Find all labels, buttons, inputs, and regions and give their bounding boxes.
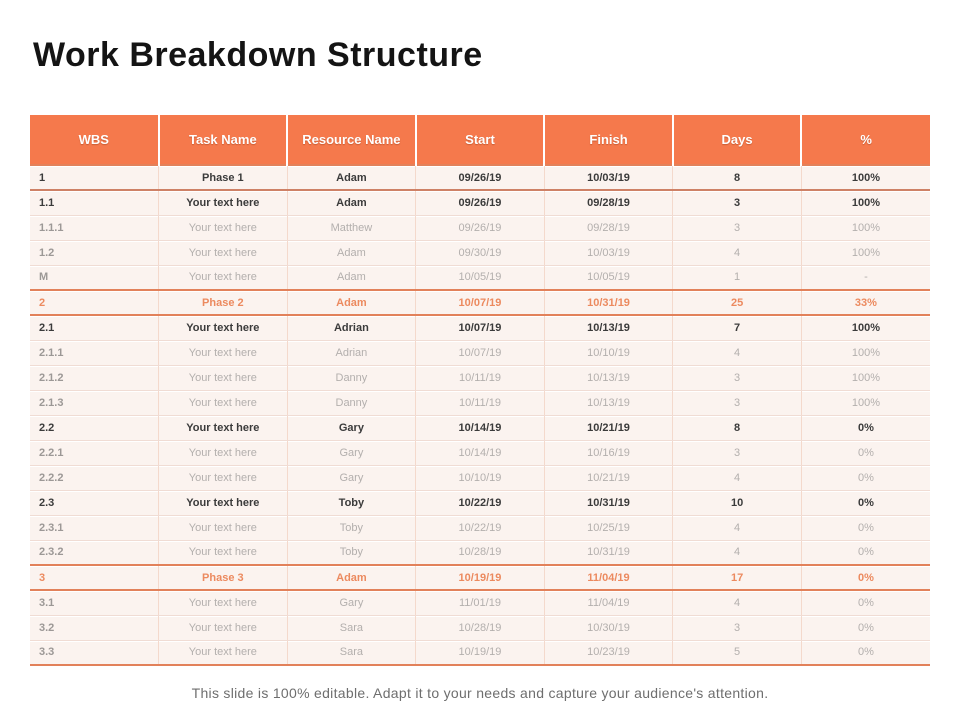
table-cell: 10/22/19 xyxy=(416,515,545,540)
table-cell: 2.2.2 xyxy=(30,465,159,490)
table-cell: 10 xyxy=(673,490,802,515)
table-cell: 3 xyxy=(673,440,802,465)
table-header-row xyxy=(30,115,930,165)
table-row xyxy=(30,440,930,465)
table-row xyxy=(30,290,930,315)
table-cell: Your text here xyxy=(159,415,288,440)
table-cell: Your text here xyxy=(159,540,288,565)
table-cell: 10/10/19 xyxy=(416,465,545,490)
table-cell: 0% xyxy=(801,590,930,615)
table-cell: 4 xyxy=(673,515,802,540)
table-cell: Adam xyxy=(287,165,416,190)
table-cell: 09/30/19 xyxy=(416,240,545,265)
table-cell: Your text here xyxy=(159,390,288,415)
table-cell: 0% xyxy=(801,465,930,490)
table-row xyxy=(30,190,930,215)
table-cell: 7 xyxy=(673,315,802,340)
table-cell: 10/23/19 xyxy=(544,640,673,665)
table-cell: Phase 3 xyxy=(159,565,288,590)
table-cell: 2.3.1 xyxy=(30,515,159,540)
table-cell: 10/19/19 xyxy=(416,640,545,665)
table-cell: 10/11/19 xyxy=(416,365,545,390)
table-cell: 100% xyxy=(801,215,930,240)
table-cell: 1.2 xyxy=(30,240,159,265)
table-cell: 2.3 xyxy=(30,490,159,515)
table-cell: 2.1.1 xyxy=(30,340,159,365)
column-header: Task Name xyxy=(159,115,288,165)
table-cell: 09/26/19 xyxy=(416,190,545,215)
table-cell: 3 xyxy=(673,390,802,415)
table-cell: 10/22/19 xyxy=(416,490,545,515)
table-cell: Sara xyxy=(287,640,416,665)
table-cell: 1 xyxy=(673,265,802,290)
table-cell: 0% xyxy=(801,640,930,665)
table-cell: 4 xyxy=(673,540,802,565)
table-cell: 2.3.2 xyxy=(30,540,159,565)
table-cell: 2.1 xyxy=(30,315,159,340)
table-cell: Your text here xyxy=(159,490,288,515)
table-cell: 33% xyxy=(801,290,930,315)
column-header: WBS xyxy=(30,115,159,165)
table-cell: 4 xyxy=(673,590,802,615)
table-cell: 10/21/19 xyxy=(544,465,673,490)
table-cell: Adam xyxy=(287,240,416,265)
table-cell: 100% xyxy=(801,190,930,215)
table-cell: Your text here xyxy=(159,615,288,640)
table-cell: Adrian xyxy=(287,340,416,365)
table-cell: 0% xyxy=(801,565,930,590)
table-cell: Adrian xyxy=(287,315,416,340)
table-row xyxy=(30,540,930,565)
table-cell: 0% xyxy=(801,540,930,565)
table-cell: 10/03/19 xyxy=(544,165,673,190)
table-cell: 10/31/19 xyxy=(544,290,673,315)
table-cell: 2.1.2 xyxy=(30,365,159,390)
table-cell: 10/19/19 xyxy=(416,565,545,590)
table-cell: 0% xyxy=(801,415,930,440)
table-cell: 10/28/19 xyxy=(416,615,545,640)
table-cell: Gary xyxy=(287,415,416,440)
table-cell: 100% xyxy=(801,240,930,265)
table-cell: 09/26/19 xyxy=(416,215,545,240)
table-row xyxy=(30,340,930,365)
table-cell: Your text here xyxy=(159,265,288,290)
table-cell: Your text here xyxy=(159,465,288,490)
table-cell: 10/31/19 xyxy=(544,490,673,515)
table-cell: 2.1.3 xyxy=(30,390,159,415)
table-cell: 100% xyxy=(801,165,930,190)
table-cell: Sara xyxy=(287,615,416,640)
table-cell: 3 xyxy=(673,615,802,640)
table-cell: 1 xyxy=(30,165,159,190)
table-cell: 4 xyxy=(673,240,802,265)
table-cell: Your text here xyxy=(159,590,288,615)
table-row xyxy=(30,640,930,665)
table-cell: 2.2.1 xyxy=(30,440,159,465)
table-cell: 11/04/19 xyxy=(544,590,673,615)
table-cell: 25 xyxy=(673,290,802,315)
table-cell: 100% xyxy=(801,390,930,415)
table-row xyxy=(30,315,930,340)
table-row xyxy=(30,515,930,540)
table-cell: 0% xyxy=(801,515,930,540)
column-header: Start xyxy=(416,115,545,165)
column-header: Days xyxy=(673,115,802,165)
footer-note: This slide is 100% editable. Adapt it to your needs and capture your audience's attention. xyxy=(191,685,769,701)
table-cell: Your text here xyxy=(159,190,288,215)
column-header: Resource Name xyxy=(287,115,416,165)
table-row xyxy=(30,365,930,390)
table-cell: 10/14/19 xyxy=(416,415,545,440)
table-cell: M xyxy=(30,265,159,290)
table-cell: Adam xyxy=(287,565,416,590)
table-cell: 0% xyxy=(801,490,930,515)
table-cell: Your text here xyxy=(159,440,288,465)
table-cell: 09/28/19 xyxy=(544,190,673,215)
table-cell: 10/10/19 xyxy=(544,340,673,365)
table-cell: 4 xyxy=(673,340,802,365)
table-cell: 1.1.1 xyxy=(30,215,159,240)
table-body xyxy=(30,165,930,665)
table-cell: Adam xyxy=(287,265,416,290)
table-cell: Matthew xyxy=(287,215,416,240)
table-row xyxy=(30,265,930,290)
table-row xyxy=(30,565,930,590)
wbs-table-container xyxy=(30,115,930,666)
table-cell: 0% xyxy=(801,615,930,640)
table-cell: Toby xyxy=(287,515,416,540)
page-title: Work Breakdown Structure xyxy=(33,36,483,74)
table-cell: 10/25/19 xyxy=(544,515,673,540)
table-cell: 0% xyxy=(801,440,930,465)
table-cell: Gary xyxy=(287,465,416,490)
table-cell: Adam xyxy=(287,290,416,315)
table-cell: 3.1 xyxy=(30,590,159,615)
table-cell: 10/30/19 xyxy=(544,615,673,640)
table-cell: Toby xyxy=(287,490,416,515)
table-cell: 10/07/19 xyxy=(416,315,545,340)
table-cell: 10/16/19 xyxy=(544,440,673,465)
table-cell: 10/11/19 xyxy=(416,390,545,415)
table-cell: 2 xyxy=(30,290,159,315)
table-cell: Your text here xyxy=(159,315,288,340)
table-cell: 09/26/19 xyxy=(416,165,545,190)
table-cell: Toby xyxy=(287,540,416,565)
table-cell: 10/21/19 xyxy=(544,415,673,440)
table-row xyxy=(30,240,930,265)
table-cell: 10/13/19 xyxy=(544,315,673,340)
table-cell: Danny xyxy=(287,365,416,390)
table-cell: 8 xyxy=(673,165,802,190)
table-cell: - xyxy=(801,265,930,290)
table-cell: 3 xyxy=(30,565,159,590)
table-cell: Gary xyxy=(287,590,416,615)
table-cell: 10/31/19 xyxy=(544,540,673,565)
table-cell: 10/05/19 xyxy=(416,265,545,290)
table-row xyxy=(30,465,930,490)
table-cell: Gary xyxy=(287,440,416,465)
table-cell: Your text here xyxy=(159,215,288,240)
table-cell: 8 xyxy=(673,415,802,440)
table-cell: Phase 1 xyxy=(159,165,288,190)
table-cell: 10/28/19 xyxy=(416,540,545,565)
column-header: Finish xyxy=(544,115,673,165)
table-row xyxy=(30,490,930,515)
wbs-table xyxy=(30,115,930,666)
table-cell: 3.2 xyxy=(30,615,159,640)
table-cell: 17 xyxy=(673,565,802,590)
table-cell: 100% xyxy=(801,365,930,390)
table-cell: 11/01/19 xyxy=(416,590,545,615)
table-cell: 100% xyxy=(801,340,930,365)
table-row xyxy=(30,415,930,440)
table-cell: 09/28/19 xyxy=(544,215,673,240)
table-cell: 2.2 xyxy=(30,415,159,440)
table-cell: 4 xyxy=(673,465,802,490)
table-cell: 100% xyxy=(801,315,930,340)
table-cell: Adam xyxy=(287,190,416,215)
table-cell: 10/03/19 xyxy=(544,240,673,265)
table-cell: Your text here xyxy=(159,340,288,365)
table-cell: 3 xyxy=(673,190,802,215)
table-cell: 3.3 xyxy=(30,640,159,665)
table-cell: 10/13/19 xyxy=(544,365,673,390)
table-row xyxy=(30,590,930,615)
table-cell: Your text here xyxy=(159,640,288,665)
table-cell: 3 xyxy=(673,365,802,390)
table-cell: 10/07/19 xyxy=(416,290,545,315)
table-row xyxy=(30,215,930,240)
table-row xyxy=(30,390,930,415)
table-row xyxy=(30,615,930,640)
table-cell: 10/13/19 xyxy=(544,390,673,415)
table-cell: Your text here xyxy=(159,515,288,540)
table-cell: Danny xyxy=(287,390,416,415)
table-cell: 3 xyxy=(673,215,802,240)
table-cell: 10/07/19 xyxy=(416,340,545,365)
table-cell: 11/04/19 xyxy=(544,565,673,590)
table-cell: 10/05/19 xyxy=(544,265,673,290)
table-cell: 10/14/19 xyxy=(416,440,545,465)
table-row xyxy=(30,165,930,190)
table-cell: Phase 2 xyxy=(159,290,288,315)
column-header: % xyxy=(801,115,930,165)
table-cell: Your text here xyxy=(159,365,288,390)
table-cell: Your text here xyxy=(159,240,288,265)
table-cell: 1.1 xyxy=(30,190,159,215)
table-cell: 5 xyxy=(673,640,802,665)
